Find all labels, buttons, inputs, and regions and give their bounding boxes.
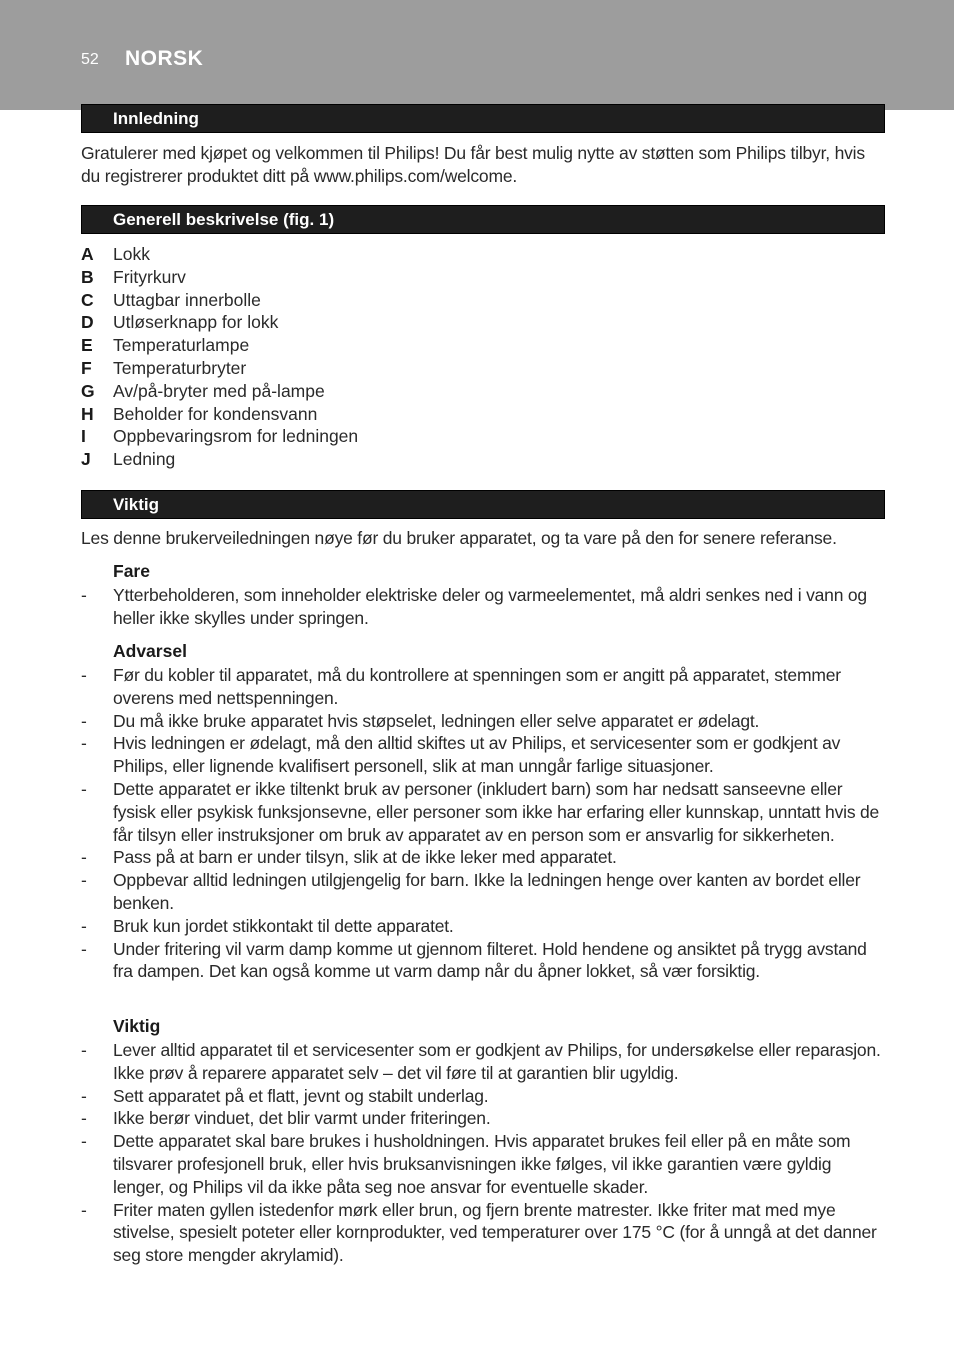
section-bar-important (81, 490, 885, 519)
language-heading: NORSK (125, 47, 204, 70)
list-item (81, 357, 886, 380)
item-letter: E (81, 335, 93, 356)
important-list (81, 1039, 886, 1267)
intro-paragraph: Gratulerer med kjøpet og velkommen til Philips! Du får best mulig nytte av støtten som Philips tilbyr, hvis du registrerer produktet ditt på www.philips.com/welcome. (81, 143, 865, 186)
list-item: - Bruk kun jordet stikkontakt til dette apparatet. (81, 915, 886, 938)
bullet-text: Sett apparatet på et flatt, jevnt og stabilt underlag. (113, 1085, 489, 1106)
important-intro: Les denne brukerveiledningen nøye før du bruker apparatet, og ta vare på den for senere referanse. (81, 528, 837, 548)
bullet-text: Dette apparatet skal bare brukes i husholdningen. Hvis apparatet brukes feil eller på en måte som tilsvarer profesjonell bruk, eller hvis bruksanvisningen ikke følges, vil ikke garantien være gyldig lenger, og Philips vil da ikke påta seg noe ansvar for eventuelle skader. (113, 1131, 851, 1197)
item-letter: J (81, 449, 91, 470)
list-item: - Før du kobler til apparatet, må du kontrollere at spenningen som er angitt på apparatet, stemmer overens med nettspenningen. (81, 664, 886, 710)
item-text: Beholder for kondensvann (113, 403, 318, 424)
subheading-danger: Fare (113, 561, 150, 581)
item-text: Temperaturlampe (113, 335, 250, 356)
item-text: Temperaturbryter (113, 357, 247, 378)
item-text: Oppbevaringsrom for ledningen (113, 426, 359, 447)
item-letter: D (81, 312, 94, 333)
subheading-warning: Advarsel (113, 641, 187, 661)
list-item (81, 425, 886, 448)
bullet-text: Friter maten gyllen istedenfor mørk eller brun, og fjern brente matrester. Ikke friter mat med mye stivelse, spesielt poteter eller kornprodukter, ved temperaturer over 175 °C (for å unngå at det danner seg store mengder akrylamid). (113, 1199, 877, 1266)
item-text: Frityrkurv (113, 266, 186, 287)
bullet-text: Ikke berør vinduet, det blir varmt under friteringen. (113, 1108, 491, 1129)
section-title-intro: Innledning (113, 109, 199, 128)
item-letter: B (81, 266, 94, 287)
section-bar-general (81, 205, 885, 234)
item-text: Lokk (113, 244, 150, 264)
item-letter: C (81, 289, 94, 310)
section-title-important: Viktig (113, 495, 159, 514)
list-item: - Du må ikke bruke apparatet hvis støpselet, ledningen eller selve apparatet er ødelagt. (81, 710, 886, 733)
bullet-text: Ytterbeholderen, som inneholder elektriske deler og varmeelementet, må aldri senkes ned i vann og heller ikke skylles under springen. (113, 585, 867, 628)
list-item: - Hvis ledningen er ødelagt, må den alltid skiftes ut av Philips, et servicesenter som er godkjent av Philips, eller lignende kvalifisert personell, slik at man unngår farlige situasjoner. (81, 732, 886, 778)
bullet-text: Bruk kun jordet stikkontakt til dette apparatet. (113, 915, 454, 936)
bullet-text: Lever alltid apparatet til et servicesenter som er godkjent av Philips, for undersøkelse eller reparasjon. Ikke prøv å reparere apparatet selv – det vil føre til at garantien blir ugyldig. (113, 1040, 881, 1083)
list-item: - Lever alltid apparatet til et servicesenter som er godkjent av Philips, for undersøkelse eller reparasjon. Ikke prøv å reparere apparatet selv – det vil føre til at garantien blir ugyldig. (81, 1039, 886, 1085)
list-item: - Dette apparatet skal bare brukes i husholdningen. Hvis apparatet brukes feil eller på en måte som tilsvarer profesjonell bruk, eller hvis bruksanvisningen ikke følges, vil ikke garantien være gyldig lenger, og Philips vil da ikke påta seg noe ansvar for eventuelle skader. (81, 1130, 886, 1198)
list-item (81, 243, 886, 266)
section-title-general: Generell beskrivelse (fig. 1) (113, 210, 335, 229)
list-item: - Pass på at barn er under tilsyn, slik at de ikke leker med apparatet. (81, 846, 886, 869)
list-item (81, 334, 886, 357)
item-text: Utløserknapp for lokk (113, 312, 279, 333)
list-item: - Friter maten gyllen istedenfor mørk eller brun, og fjern brente matrester. Ikke friter mat med mye stivelse, spesielt poteter eller kornprodukter, ved temperaturer over 175 °C (for å unngå at det danner seg store mengder akrylamid). (81, 1199, 886, 1267)
bullet-text: Dette apparatet er ikke tiltenkt bruk av personer (inkludert barn) som har nedsatt sanseevne eller fysisk eller psykisk funksjonsevne, eller personer som ikke har erfaring eller kunnskap, unntatt hvis de får tilsyn eller instruksjoner om bruk av apparatet av en person som er ansvarlig for sikkerheten. (113, 778, 880, 845)
bullet-text: Du må ikke bruke apparatet hvis støpselet, ledningen eller selve apparatet er ødelagt. (113, 710, 760, 731)
bullet-text: Oppbevar alltid ledningen utilgjengelig for barn. Ikke la ledningen henge over kanten av bordet eller benken. (113, 870, 861, 913)
warning-list (81, 664, 886, 983)
list-item (81, 289, 886, 312)
list-item (81, 403, 886, 426)
list-item: - Oppbevar alltid ledningen utilgjengelig for barn. Ikke la ledningen henge over kanten av bordet eller benken. (81, 869, 886, 915)
item-letter: G (81, 380, 95, 401)
section-bar-intro (81, 104, 885, 133)
bullet-text: Før du kobler til apparatet, må du kontrollere at spenningen som er angitt på apparatet, stemmer overens med nettspenningen. (113, 665, 841, 708)
item-letter: A (81, 244, 94, 264)
item-text: Uttagbar innerbolle (113, 289, 261, 310)
list-item: - Ikke berør vinduet, det blir varmt under friteringen. (81, 1107, 886, 1130)
list-item (81, 266, 886, 289)
list-item: - Under fritering vil varm damp komme ut gjennom filteret. Hold hendene og ansiktet på trygg avstand fra dampen. Det kan også komme ut varm damp når du åpner lokket, så vær forsiktig. (81, 938, 886, 984)
danger-list (81, 584, 886, 630)
item-letter: F (81, 357, 92, 378)
page-number: 52 (81, 51, 99, 68)
header-band (0, 0, 954, 110)
parts-list (81, 243, 886, 471)
bullet-text: Under fritering vil varm damp komme ut gjennom filteret. Hold hendene og ansiktet på trygg avstand fra dampen. Det kan også komme ut varm damp når du åpner lokket, så vær forsiktig. (113, 938, 867, 982)
item-letter: H (81, 403, 94, 424)
list-item: - Sett apparatet på et flatt, jevnt og stabilt underlag. (81, 1085, 886, 1108)
item-letter: I (81, 426, 86, 447)
list-item: - Dette apparatet er ikke tiltenkt bruk av personer (inkludert barn) som har nedsatt sanseevne eller fysisk eller psykisk funksjonsevne, eller personer som ikke har erfaring eller kunnskap, unntatt hvis de får tilsyn eller instruksjoner om bruk av apparatet av en person som er ansvarlig for sikkerheten. (81, 778, 886, 846)
list-item (81, 380, 886, 403)
list-item (81, 311, 886, 334)
list-item (81, 448, 886, 471)
bullet-text: Pass på at barn er under tilsyn, slik at de ikke leker med apparatet. (113, 847, 617, 868)
list-item: - Ytterbeholderen, som inneholder elektriske deler og varmeelementet, må aldri senkes ned i vann og heller ikke skylles under springen. (81, 584, 886, 630)
bullet-text: Hvis ledningen er ødelagt, må den alltid skiftes ut av Philips, et servicesenter som er godkjent av Philips, eller lignende kvalifisert personell, slik at man unngår farlige situasjoner. (113, 733, 841, 777)
item-text: Ledning (113, 449, 176, 470)
subheading-important: Viktig (113, 1016, 161, 1036)
item-text: Av/på-bryter med på-lampe (113, 380, 325, 401)
